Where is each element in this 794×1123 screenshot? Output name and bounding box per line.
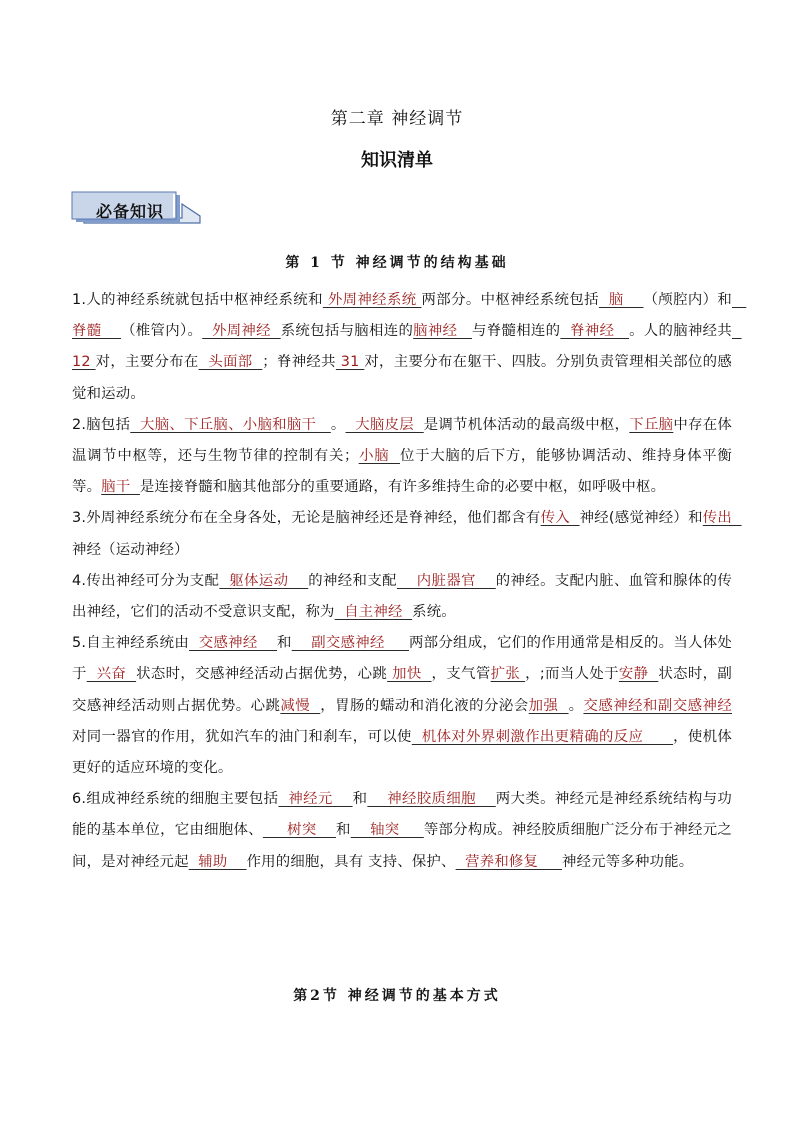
item-text: 和 [352,791,368,808]
answer-blank: 大脑、下丘脑、小脑和脑干 [130,416,331,433]
item-text: 两大类。神经元是神经系统结构与功能的基本单位，它由细胞体、 [72,791,733,839]
item-5 [72,628,732,784]
item-text: 神经（运动神经） [72,541,189,558]
answer-blank: 加强 [528,697,569,714]
item-text: 系统。 [412,604,456,621]
answer-blank: 神经胶质细胞 [367,791,496,808]
section-heading-1: 第 1 节 神经调节的结构基础 [285,255,509,271]
item-3 [72,503,742,565]
item-text: 的神经和支配 [308,572,397,589]
item-text: 神经元等多种功能。 [561,853,694,870]
answer-blank: 脊髓 [72,292,747,340]
answer-blank: 扩张 [490,666,526,683]
answer-blank: 躯体运动 [219,572,309,589]
item-text: 对，主要分布在 [95,354,199,371]
item-text: 神经(感觉神经）和 [579,510,703,527]
item-text: 与脊髓相连的 [472,323,561,340]
answer-blank: 12 [72,323,742,371]
answer-blank: 大脑皮层 [345,416,424,433]
answer-blank: 机体对外界刺激作出更精确的反应 [411,728,674,745]
item-text: 中存在体温调节中枢等，还与生物节律的控制有关； [72,416,732,465]
answer-blank: 头面部 [198,354,263,371]
item-1 [72,285,747,410]
item-text: 状态时，交感神经活动占据优势，心跳 [136,666,388,683]
answer-blank: 交感神经 [189,635,278,652]
item-text: 两部分组成，它们的作用通常是相反的。当人体处于 [72,635,733,683]
badge-label: 必备知识 [95,202,164,221]
answer-blank: 神经元 [278,791,353,808]
item-text: 位于大脑的后下方，能够协调活动、维持身体平衡等。 [72,448,733,496]
item-text: 3.外周神经系统分布在全身各处，无论是脑神经还是脊神经，他们都含有 [72,510,541,527]
item-text: 的神经。支配内脏、血管和腺体的传出神经，它们的活动不受意识支配，称为 [72,572,733,621]
item-text: 2.脑包括 [72,416,131,433]
answer-blank: 31 [335,354,365,371]
answer-blank: 加快 [387,666,432,683]
item-text: 两部分。中枢神经系统包括 [421,292,599,308]
item-text: 。人的脑神经共 [629,323,732,340]
item-text: （椎管内）。 [121,323,203,340]
item-text: ，胃肠的蠕动和消化液的分泌会 [320,697,529,714]
answer-blank: 外周神经 [202,323,281,340]
answer-blank: 脊神经 [560,323,630,340]
answer-blank: 副交感神经 [291,635,409,652]
chapter-title: 第二章 神经调节 [330,109,464,129]
item-text: 等部分构成。神经胶质细胞广泛分布于神经元之间，是对神经元起 [72,822,733,870]
item-text: 是调节机体活动的最高级中枢， [423,416,630,433]
item-text: 4.传出神经可分为支配 [72,572,220,589]
answer-blank: 脑干 [101,479,140,496]
chapter-subtitle: 知识清单 [361,150,433,171]
item-text: ；脊神经共 [262,354,336,371]
item-text: 1.人的神经系统就包括中枢神经系统和 [72,292,323,308]
item-text: 对同一器官的作用，犹如汽车的油门和刹车，可以使 [72,728,412,745]
answer-blank: 脑神经 [413,323,473,340]
item-4 [72,566,732,628]
answer-blank: 减慢 [280,697,321,714]
answer-blank: 营养和修复 [455,853,562,870]
item-text: 。 [568,697,584,714]
knowledge-list [72,285,747,878]
item-text: ，使机体更好的适应环境的变化。 [72,728,732,777]
item-text: 对，主要分布在躯干、四肢。分别负责管理相关部位的感觉和运动。 [72,354,732,402]
item-2 [72,410,732,504]
answer-blank: 树突 [262,822,336,839]
item-6 [72,784,732,878]
item-text: ，支气管 [431,666,491,683]
item-text: 5.自主神经系统由 [72,635,190,652]
item-text: 。 [330,416,346,433]
answer-blank: 小脑 [358,448,401,465]
section-heading-2: 第2节 神经调节的基本方式 [293,988,501,1004]
answer-blank: 内脏器官 [396,572,496,589]
item-text: 6.组成神经系统的细胞主要包括 [72,791,279,808]
item-text: 作用的细胞，具有 支持、保护、 [246,853,456,870]
answer-blank: 自主神经 [334,604,413,621]
answer-blank: 传出 [702,510,742,527]
item-text: ，;而当人处于 [525,666,619,683]
answer-blank: 安静 [618,666,659,683]
item-text: （颅腔内）和 [643,292,733,308]
item-text: 系统包括与脑相连的 [280,323,414,340]
answer-blank: 交感神经和副交感神经 [583,697,732,714]
answer-blank: 下丘脑 [629,416,674,433]
answer-blank: 脑 [598,292,644,308]
answer-blank: 辅助 [188,853,247,870]
answer-blank: 轴突 [350,822,424,839]
item-text: 和 [335,822,351,839]
item-text: 状态时，副交感神经活动则占据优势。心跳 [72,666,732,714]
item-text: 和 [277,635,292,652]
answer-blank: 兴奋 [86,666,137,683]
essential-knowledge-badge [70,190,204,230]
answer-blank: 外周神经系统 [322,292,422,308]
item-text: 是连接脊髓和脑其他部分的重要通路，有许多维持生命的必要中枢，如呼吸中枢。 [139,479,666,496]
answer-blank: 传入 [540,510,580,527]
